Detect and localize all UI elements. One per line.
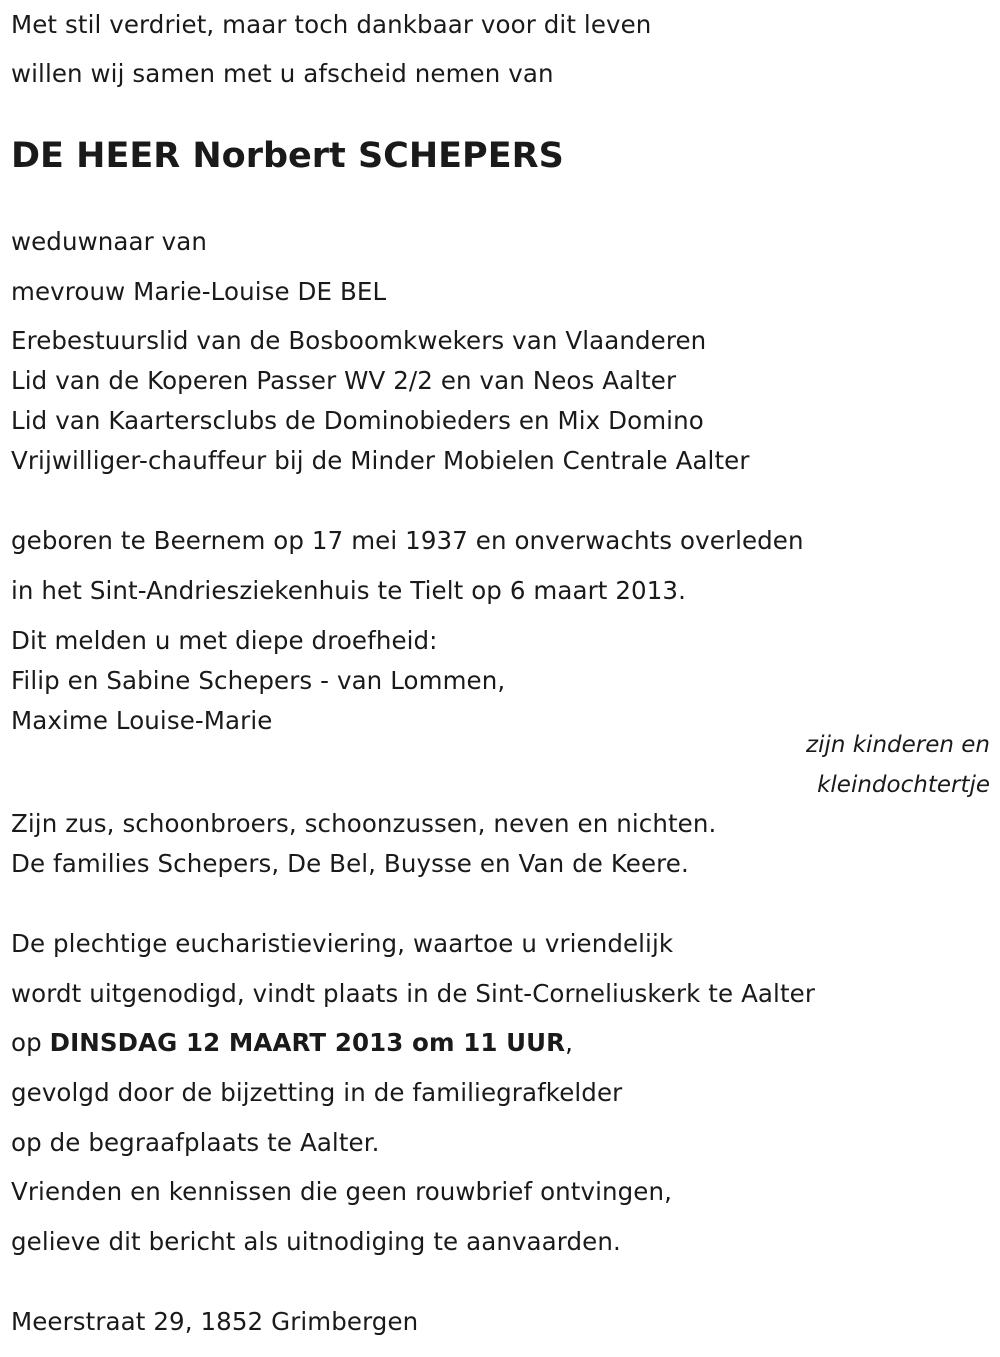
ceremony-date-line (11, 1028, 573, 1058)
intro-line-2: willen wij samen met u afscheid nemen van (11, 59, 554, 88)
announcers-intro: Dit melden u met diepe droefheid: (11, 626, 438, 655)
relation-label-line-2: kleindochtertje (817, 772, 990, 798)
announcers-grandchild: Maxime Louise-Marie (11, 706, 273, 735)
ceremony-line-2: wordt uitgenodigd, vindt plaats in de Sint-Corneliuskerk te Aalter (11, 979, 816, 1008)
birth-death-line-1: geboren te Beernem op 17 mei 1937 en onverwachts overleden (11, 526, 804, 555)
ceremony-line-7: gelieve dit bericht als uitnodiging te aanvaarden. (11, 1227, 621, 1256)
ceremony-date: DINSDAG 12 MAART 2013 om 11 UUR (49, 1028, 566, 1057)
membership-line: Erebestuurslid van de Bosboomkwekers van Vlaanderen (11, 326, 707, 355)
ceremony-line-4: gevolgd door de bijzetting in de familiegrafkelder (11, 1078, 623, 1107)
relation-label-line-1: zijn kinderen en (806, 732, 990, 758)
membership-line: Vrijwilliger-chauffeur bij de Minder Mobielen Centrale Aalter (11, 446, 750, 475)
birth-death-line-2: in het Sint-Andriesziekenhuis te Tielt op 6 maart 2013. (11, 576, 687, 605)
spouse-relation: weduwnaar van (11, 227, 207, 256)
deceased-name: DE HEER Norbert SCHEPERS (11, 136, 564, 176)
membership-line: Lid van de Koperen Passer WV 2/2 en van Neos Aalter (11, 366, 677, 395)
spouse-name: mevrouw Marie-Louise DE BEL (11, 277, 387, 306)
ceremony-line-5: op de begraafplaats te Aalter. (11, 1128, 380, 1157)
ceremony-line-1: De plechtige eucharistieviering, waartoe u vriendelijk (11, 929, 674, 958)
announcers-children: Filip en Sabine Schepers - van Lommen, (11, 666, 506, 695)
intro-line-1: Met stil verdriet, maar toch dankbaar voor dit leven (11, 10, 652, 39)
ceremony-date-prefix: op (11, 1028, 50, 1057)
address: Meerstraat 29, 1852 Grimbergen (11, 1307, 419, 1336)
ceremony-date-suffix: , (565, 1028, 573, 1057)
families-line: De families Schepers, De Bel, Buysse en Van de Keere. (11, 849, 689, 878)
membership-line: Lid van Kaartersclubs de Dominobieders en Mix Domino (11, 406, 704, 435)
siblings-line: Zijn zus, schoonbroers, schoonzussen, neven en nichten. (11, 809, 717, 838)
ceremony-line-6: Vrienden en kennissen die geen rouwbrief ontvingen, (11, 1177, 672, 1206)
